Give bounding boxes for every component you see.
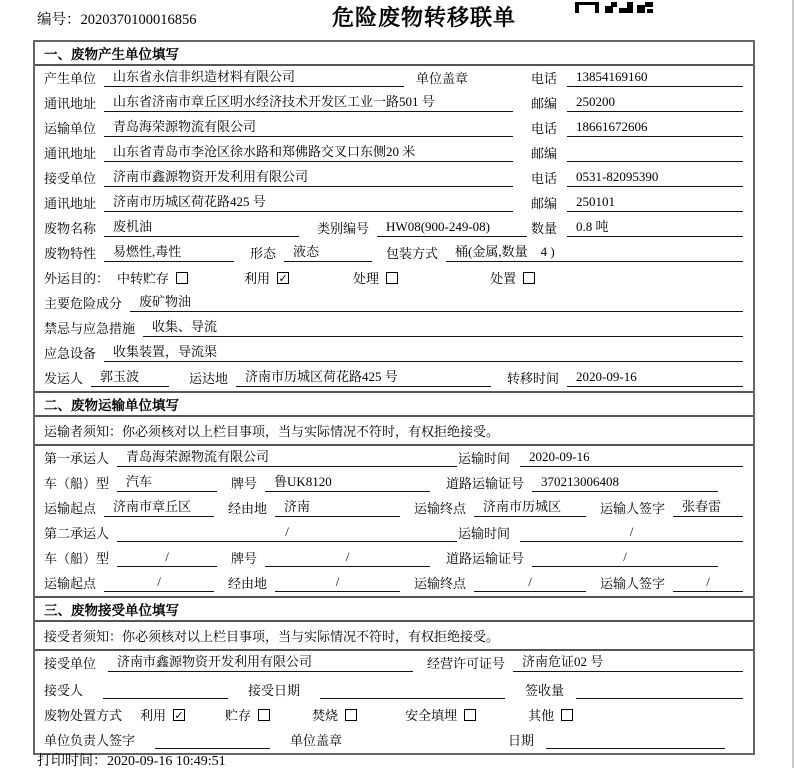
receiver-phone-group (531, 168, 743, 187)
print-time-value: 2020-09-16 10:49:51 (107, 754, 226, 768)
carrier1-label: 第一承运人 (44, 451, 110, 466)
disposal-incinerate-checkbox[interactable] (345, 709, 357, 721)
receiver-zip-value: 250101 (567, 194, 743, 212)
transporter-phone-group (531, 118, 743, 137)
accept-date-value (320, 684, 505, 699)
disposal-option-incinerate-label: 焚烧 (312, 708, 339, 723)
head-signature-label: 单位负责人签字 (44, 733, 136, 748)
receiver-notice: 接受者须知：你必须核对以上栏目事项，当与实际情况不符时，有权拒绝接受。 (35, 622, 753, 651)
producer-value: 山东省永信非织造材料有限公司 (104, 66, 404, 87)
transporter-zip-value (567, 147, 743, 162)
transport-time-label: 运输时间 (458, 526, 511, 541)
emergency-equipment-value: 收集装置，导流渠 (104, 341, 743, 362)
unit-seal-label: 单位盖章 (290, 733, 343, 748)
transporter-phone-value: 18661672606 (567, 119, 743, 137)
transport-time-label: 运输时间 (458, 451, 511, 466)
receiver-address-left (44, 191, 531, 212)
carrier2-left (44, 523, 458, 542)
document-header (0, 0, 796, 40)
section1-header: 一、废物产生单位填写 (35, 42, 753, 66)
transport-time1-group (458, 448, 743, 467)
category-label: 类别编号 (317, 221, 370, 236)
producer-left (44, 66, 531, 87)
disposal-storage-checkbox[interactable] (258, 709, 270, 721)
receiver-value: 济南市鑫源物资开发利用有限公司 (104, 166, 513, 187)
document-number-value: 2020370100016856 (80, 12, 197, 28)
hazard-component-row (35, 291, 753, 316)
acceptor-row (35, 676, 753, 703)
emergency-equipment-row (35, 341, 753, 366)
producer-address-left (44, 91, 531, 112)
road-license1-value: 370213006408 (532, 474, 718, 492)
receiver-phone-value: 0531-82095390 (567, 169, 743, 187)
zip-label: 邮编 (531, 196, 558, 211)
qr-code-fragment (575, 0, 653, 18)
vehicle-type-label: 车（船）型 (44, 476, 110, 491)
address-label: 通讯地址 (44, 146, 97, 161)
print-time-label: 打印时间： (37, 754, 107, 768)
purpose-option-dispose (490, 268, 535, 287)
via1-value: 济南 (275, 496, 400, 517)
document-number (37, 8, 197, 29)
acceptor-value (103, 684, 228, 699)
road-license-label: 道路运输证号 (446, 551, 525, 566)
disposal-option-storage-label: 贮存 (225, 708, 252, 723)
packing-value: 桶(金属,数量 4 ) (446, 241, 743, 262)
date-value (546, 734, 725, 749)
carrier1-row (35, 446, 753, 471)
zip-label: 邮编 (531, 146, 558, 161)
producer-address-value: 山东省济南市章丘区明水经济技术开发区工业一路501 号 (104, 91, 513, 112)
transport-time2-value: / (520, 524, 743, 542)
transporter-zip-group (531, 143, 743, 162)
route1-row (35, 496, 753, 521)
receiver-address-row (35, 191, 753, 216)
road-license2-value: / (532, 549, 718, 567)
emergency-equipment-label: 应急设备 (44, 346, 97, 361)
producer-label: 产生单位 (44, 71, 97, 86)
waste-character-row (35, 241, 753, 266)
receiver-label: 接受单位 (44, 171, 97, 186)
transporter-value: 青岛海荣源物流有限公司 (104, 116, 513, 137)
disposal-method-label: 废物处置方式 (44, 708, 123, 723)
waste-name-left (44, 216, 531, 237)
transporter-label: 运输单位 (44, 121, 97, 136)
producer-address-row (35, 91, 753, 116)
page-edge-line (792, 0, 794, 768)
phone-label: 电话 (531, 171, 558, 186)
accept-date-label: 接受日期 (248, 683, 301, 698)
shipper-row (35, 366, 753, 391)
transporter-left (44, 116, 531, 137)
purpose-option-storage-label: 中转贮存 (117, 271, 170, 286)
road-license-label: 道路运输证号 (446, 476, 525, 491)
vehicle1-value: 汽车 (117, 471, 217, 492)
head-signature-value (155, 734, 270, 749)
receipt-qty-label: 签收量 (525, 683, 565, 698)
vehicle-type-label: 车（船）型 (44, 551, 110, 566)
producer-phone-value: 13854169160 (567, 69, 743, 87)
address-label: 通讯地址 (44, 96, 97, 111)
receiver-address-value: 济南市历城区荷花路425 号 (104, 191, 513, 212)
transporter-sign1-value: 张春雷 (673, 496, 743, 517)
receiver-zip-group (531, 193, 743, 212)
accept-unit-label: 接受单位 (44, 656, 97, 671)
vehicle2-value: / (117, 549, 217, 567)
disposal-option-other (528, 705, 573, 724)
carrier1-value: 青岛海荣源物流有限公司 (117, 446, 457, 467)
carrier2-row (35, 521, 753, 546)
origin-label: 运输起点 (44, 501, 97, 516)
manifest-form (33, 40, 755, 755)
via2-value: / (275, 574, 400, 592)
endpoint1-value: 济南市历城区 (474, 496, 586, 517)
quantity-group (531, 216, 743, 237)
purpose-utilize-checkbox[interactable]: ✓ (278, 271, 288, 285)
disposal-option-utilize-label: 利用 (140, 708, 167, 723)
transfer-purpose-row (35, 266, 753, 291)
category-value: HW08(900-249-08) (377, 219, 527, 237)
hazard-component-label: 主要危险成分 (44, 296, 123, 311)
document-number-label: 编号： (37, 12, 81, 28)
producer-phone-group (531, 68, 743, 87)
receiver-row (35, 166, 753, 191)
purpose-option-treat (353, 268, 398, 287)
date-label: 日期 (508, 733, 535, 748)
quantity-value: 0.8 吨 (567, 216, 743, 237)
transport-time2-group (458, 523, 743, 542)
waste-name-row (35, 216, 753, 241)
transfer-time-value: 2020-09-16 (567, 369, 743, 387)
transporter-sign-label: 运输人签字 (600, 501, 666, 516)
transfer-time-label: 转移时间 (507, 371, 560, 386)
transporter-sign2-value: / (673, 574, 743, 592)
hazard-component-value: 废矿物油 (130, 291, 743, 312)
endpoint-label: 运输终点 (414, 501, 467, 516)
waste-name-value: 废机油 (104, 216, 299, 237)
disposal-other-checkbox[interactable] (561, 709, 573, 721)
print-time (37, 750, 226, 768)
destination-label: 运达地 (189, 371, 229, 386)
disposal-utilize-checkbox[interactable]: ✓ (174, 708, 184, 722)
waste-character-label: 废物特性 (44, 246, 97, 261)
qr-code-icon (575, 2, 653, 13)
origin2-value: / (104, 574, 214, 592)
disposal-option-landfill (405, 705, 476, 724)
packing-label: 包装方式 (386, 246, 439, 261)
transporter-address-value: 山东省青岛市李沧区徐水路和郑佛路交叉口东侧20 米 (104, 141, 513, 162)
waste-character-value: 易燃性,毒性 (104, 241, 234, 262)
section2-header: 二、废物运输单位填写 (35, 391, 753, 417)
form-state-value: 液态 (284, 241, 372, 262)
receiver-left (44, 166, 531, 187)
section3-header: 三、废物接受单位填写 (35, 596, 753, 622)
purpose-option-treat-label: 处理 (353, 271, 380, 286)
plate-label: 牌号 (231, 476, 258, 491)
receipt-qty-value (576, 684, 743, 699)
carrier1-left (44, 446, 458, 467)
taboo-measures-label: 禁忌与应急措施 (44, 321, 136, 336)
quantity-label: 数量 (531, 221, 558, 236)
producer-zip-group (531, 93, 743, 112)
disposal-landfill-checkbox[interactable] (464, 709, 476, 721)
phone-label: 电话 (531, 71, 558, 86)
producer-row (35, 66, 753, 91)
carrier2-value: / (117, 524, 457, 542)
purpose-storage-checkbox[interactable] (176, 272, 188, 284)
accept-unit-value: 济南市鑫源物资开发利用有限公司 (108, 651, 413, 672)
plate-label: 牌号 (231, 551, 258, 566)
disposal-option-storage (225, 705, 270, 724)
transporter-row (35, 116, 753, 141)
transporter-address-row (35, 141, 753, 166)
transporter-sign-label: 运输人签字 (600, 576, 666, 591)
transporter-notice: 运输者须知：你必须核对以上栏目事项，当与实际情况不符时，有权拒绝接受。 (35, 417, 753, 446)
purpose-option-storage (117, 268, 188, 287)
disposal-option-utilize (140, 705, 185, 724)
origin-label: 运输起点 (44, 576, 97, 591)
origin1-value: 济南市章丘区 (104, 496, 214, 517)
vehicle1-row (35, 471, 753, 496)
via-label: 经由地 (228, 501, 268, 516)
purpose-option-dispose-label: 处置 (490, 271, 517, 286)
shipper-value: 郭玉波 (91, 366, 169, 387)
carrier2-label: 第二承运人 (44, 526, 110, 541)
disposal-option-incinerate (312, 705, 357, 724)
vehicle2-row (35, 546, 753, 571)
disposal-option-landfill-label: 安全填埋 (405, 708, 458, 723)
transfer-purpose-label: 外运目的： (44, 271, 110, 286)
via-label: 经由地 (228, 576, 268, 591)
route2-row (35, 571, 753, 596)
taboo-measures-value: 收集、导流 (143, 316, 743, 337)
transporter-address-left (44, 141, 531, 162)
purpose-dispose-checkbox[interactable] (523, 272, 535, 284)
purpose-treat-checkbox[interactable] (386, 272, 398, 284)
phone-label: 电话 (531, 121, 558, 136)
page-title: 危险废物转移联单 (332, 5, 517, 30)
taboo-measures-row (35, 316, 753, 341)
permit-label: 经营许可证号 (427, 656, 506, 671)
shipper-label: 发运人 (44, 371, 84, 386)
endpoint-label: 运输终点 (414, 576, 467, 591)
accept-unit-row (35, 651, 753, 676)
form-state-label: 形态 (250, 246, 277, 261)
address-label: 通讯地址 (44, 196, 97, 211)
endpoint2-value: / (474, 574, 586, 592)
plate2-value: / (265, 549, 430, 567)
zip-label: 邮编 (531, 96, 558, 111)
producer-zip-value: 250200 (567, 94, 743, 112)
purpose-option-utilize-label: 利用 (244, 271, 271, 286)
disposal-method-row (35, 703, 753, 728)
plate1-value: 鲁UK8120 (265, 471, 430, 492)
disposal-option-other-label: 其他 (528, 708, 555, 723)
unit-seal-label: 单位盖章 (416, 71, 469, 86)
purpose-option-utilize (244, 268, 289, 287)
transport-time1-value: 2020-09-16 (520, 449, 743, 467)
acceptor-label: 接受人 (44, 683, 84, 698)
permit-value: 济南危证02 号 (513, 651, 743, 672)
destination-value: 济南市历城区荷花路425 号 (236, 366, 491, 387)
waste-name-label: 废物名称 (44, 221, 97, 236)
